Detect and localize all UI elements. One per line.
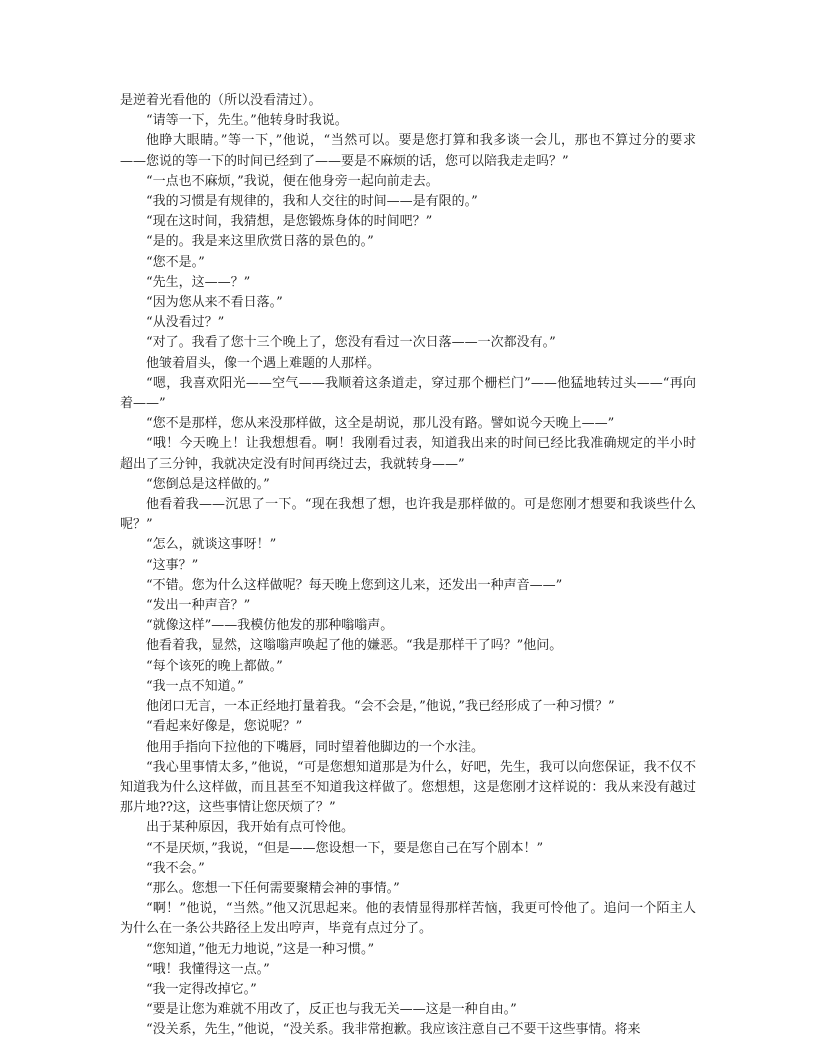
paragraph: “啊！”他说，“当然。”他又沉思起来。他的表情显得那样苦恼，我更可怜他了。追问一个陌主人为什么在一条公共路径上发出哼声，毕竟有点过分了。 <box>120 901 696 937</box>
paragraph: 他看着我，显然，这嗡嗡声唤起了他的嫌恶。“我是那样干了吗？”他问。 <box>146 638 563 654</box>
paragraph: “是的。我是来这里欣赏日落的景色的。” <box>146 234 374 250</box>
paragraph: “哦！今天晚上！让我想想看。啊！我刚看过表，知道我出来的时间已经比我准确规定的半小时超出了三分钟，我就决定没有时间再绕过去，我就转身——” <box>120 436 696 472</box>
paragraph: “看起来好像是，您说呢？” <box>146 719 303 735</box>
paragraph: “这事？” <box>146 557 199 573</box>
paragraph: “现在这时间，我猜想，是您锻炼身体的时间吧？” <box>146 214 433 230</box>
paragraph: “我不会。” <box>146 860 205 876</box>
paragraph: “每个该死的晚上都做。” <box>146 658 283 674</box>
document-page <box>120 91 696 1041</box>
paragraph: “我的习惯是有规律的，我和人交往的时间——是有限的。” <box>146 194 478 210</box>
paragraph: “请等一下，先生。”他转身时我说。 <box>146 113 348 129</box>
paragraph: 他用手指向下拉他的下嘴唇，同时望着他脚边的一个水洼。 <box>146 739 485 755</box>
paragraph: “不错。您为什么这样做呢？每天晚上您到这儿来，还发出一种声音——” <box>146 577 563 593</box>
paragraph: “那么。您想一下任何需要聚精会神的事情。” <box>146 880 400 896</box>
paragraph: “对了。我看了您十三个晚上了，您没有看过一次日落——一次都没有。” <box>146 335 556 351</box>
paragraph: “先生，这——？” <box>146 274 251 290</box>
paragraph: “一点也不麻烦，”我说，便在他身旁一起向前走去。 <box>146 173 439 189</box>
paragraph: “我一定得改掉它。” <box>146 981 257 997</box>
paragraph: “因为您从来不看日落。” <box>146 295 283 311</box>
paragraph: “哦！我懂得这一点。” <box>146 961 270 977</box>
paragraph: “您倒总是这样做的。” <box>146 476 270 492</box>
paragraph: “从没看过？” <box>146 315 225 331</box>
paragraph: “您知道，”他无力地说，”这是一种习惯。” <box>146 941 375 957</box>
paragraph: “没关系，先生，”他说，“没关系。我非常抱歉。我应该注意自己不要干这些事情。将来 <box>146 1022 641 1038</box>
paragraph: 出于某种原因，我开始有点可怜他。 <box>146 820 355 836</box>
paragraph: “怎么，就谈这事呀！” <box>146 537 277 553</box>
paragraph: “我一点不知道。” <box>146 678 244 694</box>
paragraph: 他皱着眉头，像一个遇上难题的人那样。 <box>146 355 381 371</box>
paragraph: “您不是。” <box>146 254 205 270</box>
paragraph: “发出一种声音？” <box>146 598 251 614</box>
paragraph: 他看着我——沉思了一下。“现在我想了想，也许我是那样做的。可是您刚才想要和我谈些什么呢？” <box>120 497 696 533</box>
paragraph: “不是厌烦，”我说，“但是——您设想一下，要是您自己在写个剧本！” <box>146 840 544 856</box>
paragraph: “嗯，我喜欢阳光——空气——我顺着这条道走，穿过那个栅栏门”——他猛地转过头——“再向着——” <box>120 375 696 412</box>
paragraph: 他闭口无言，一本正经地打量着我。“会不会是，”他说，”我已经形成了一种习惯？” <box>146 699 615 715</box>
paragraph: “您不是那样，您从来没那样做，这全是胡说，那儿没有路。譬如说今天晚上——” <box>146 416 615 432</box>
paragraph: 他睁大眼睛。”等一下，”他说，“当然可以。要是您打算和我多谈一会儿，那也不算过分的要求——您说的等一下的时间已经到了——要是不麻烦的话，您可以陪我走走吗？” <box>120 133 696 169</box>
paragraph: “就像这样”——我模仿他发的那种嗡嗡声。 <box>146 618 394 634</box>
paragraph: 是逆着光看他的（所以没看清过）。 <box>120 93 322 108</box>
paragraph: “要是让您为难就不用改了，反正也与我无关——这是一种自由。” <box>146 1002 517 1018</box>
paragraph: “我心里事情太多，”他说，“可是您想知道那是为什么，好吧，先生，我可以向您保证，我不仅不知道我为什么这样做，而且甚至不知道我这样做了。您想想，这是您刚才这样说的：我从来没有越过那片地??这，这些事情让您厌烦了？” <box>120 759 696 816</box>
